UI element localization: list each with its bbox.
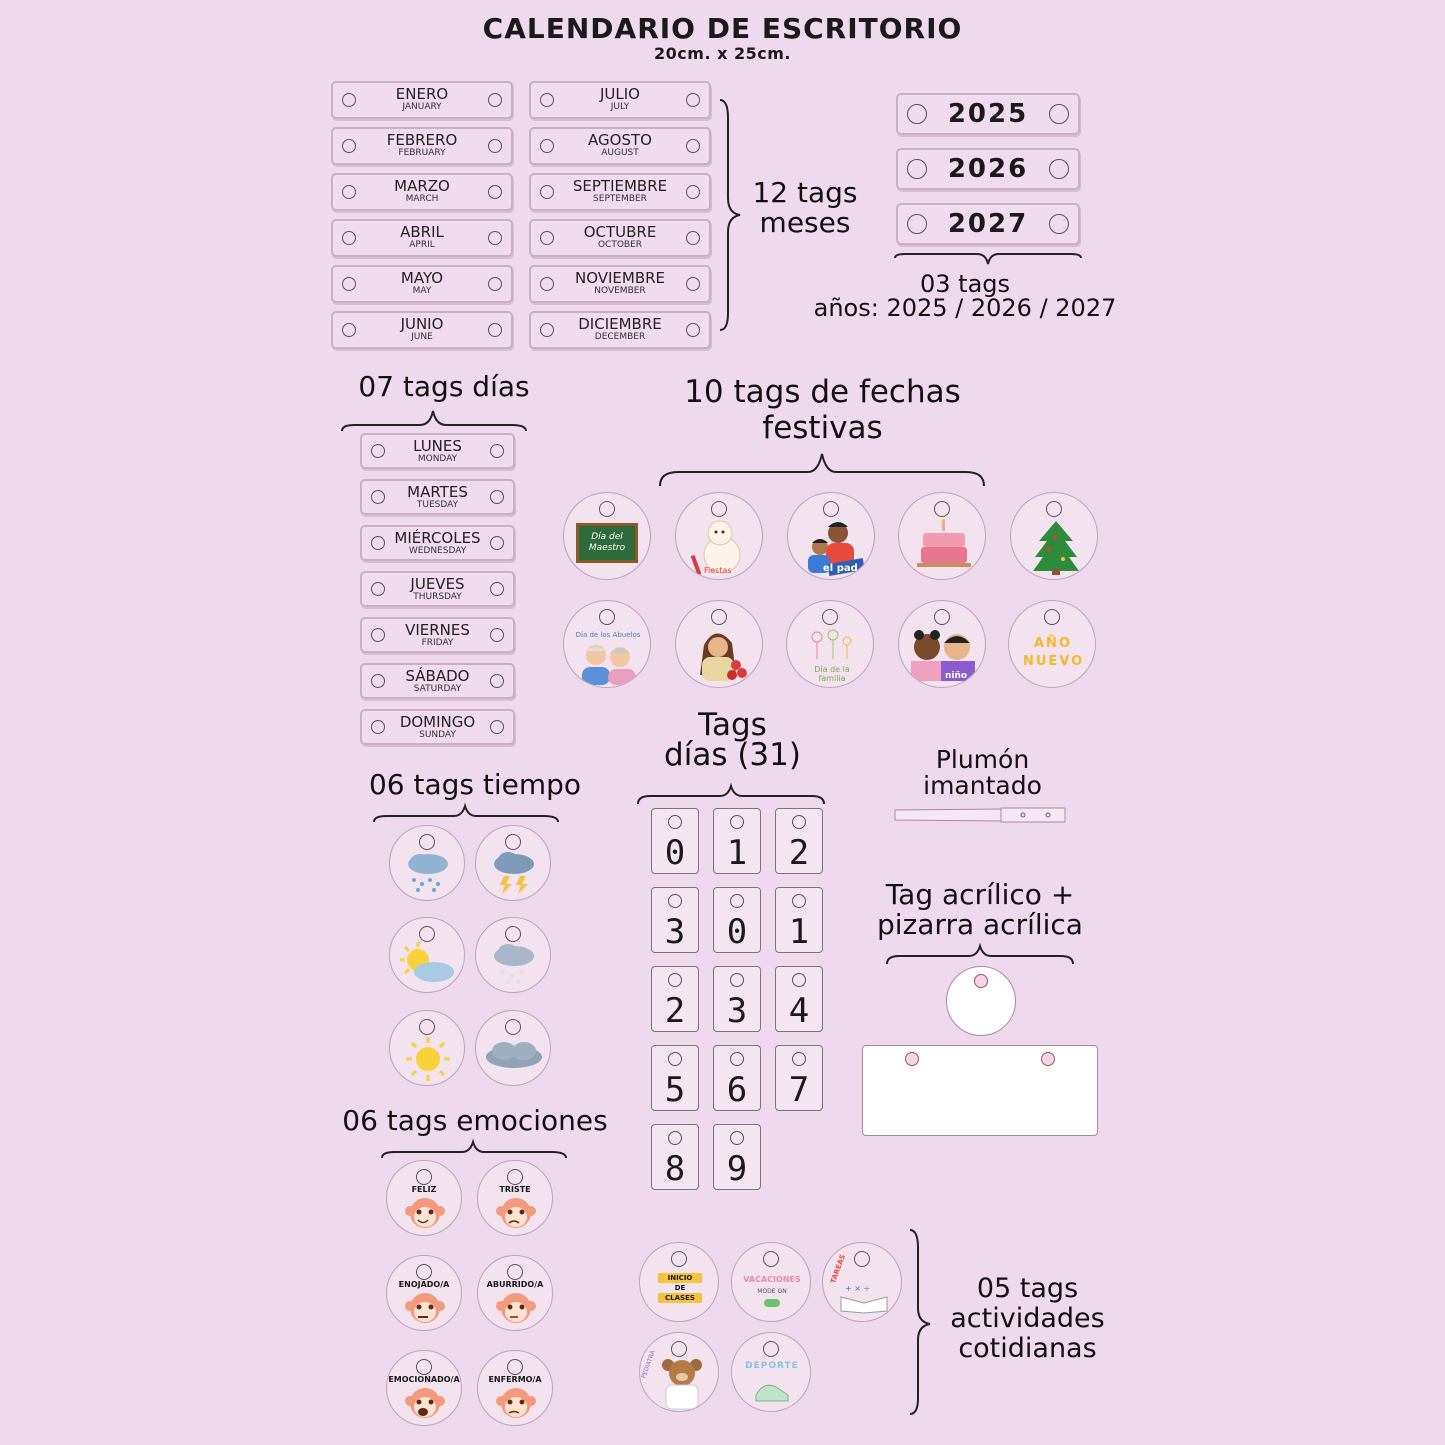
number-label: Tags días (31): [664, 707, 801, 773]
hole-icon: [686, 231, 700, 245]
festive-tag-ano-nuevo: AÑO NUEVO: [1008, 600, 1096, 688]
hole-icon: [490, 444, 504, 458]
weather-brace: [372, 802, 562, 824]
festive-tag-navidad: [1010, 492, 1098, 580]
number-tag: 2: [775, 808, 823, 874]
activity-tag-vacaciones: VACACIONES MODE ON: [731, 1242, 811, 1322]
svg-text:+ × ÷: + × ÷: [845, 1284, 871, 1293]
marker-label: Plumón imantado: [923, 745, 1042, 800]
family-drawing-icon: [805, 627, 859, 667]
hole-icon: [540, 93, 554, 107]
hole-icon: [488, 323, 502, 337]
hole-icon: [792, 973, 806, 987]
hole-icon: [792, 1052, 806, 1066]
hole-icon: [488, 139, 502, 153]
acrylic-whiteboard: [862, 1045, 1098, 1136]
monkey-face-icon: [496, 1385, 536, 1421]
number-brace: [636, 782, 828, 806]
hole-icon: [371, 582, 385, 596]
number-tag: 8: [651, 1124, 699, 1190]
hole-icon: [490, 674, 504, 688]
hole-icon: [371, 720, 385, 734]
hole-icon: [668, 973, 682, 987]
activity-tag-pediatra: PEDIATRA: [639, 1332, 719, 1412]
hole-icon: [540, 231, 554, 245]
festive-tag-cumpleanos: [898, 492, 986, 580]
weekday-tag: MIÉRCOLES WEDNESDAY: [360, 525, 515, 561]
birthday-cake-icon: [917, 519, 971, 573]
snow-cloud-icon: [490, 944, 538, 984]
hole-icon: [907, 214, 927, 234]
hole-icon: [792, 815, 806, 829]
marker-pen-icon: [893, 805, 1068, 825]
hole-icon: [730, 1052, 744, 1066]
hole-icon: [730, 1131, 744, 1145]
monkey-face-icon: [405, 1195, 445, 1231]
weekday-tag: LUNES MONDAY: [360, 433, 515, 469]
emotions-label: 06 tags emociones: [342, 1104, 608, 1137]
cloudy-icon: [484, 1041, 544, 1071]
hole-icon: [540, 323, 554, 337]
hole-icon: [371, 674, 385, 688]
festive-brace: [658, 450, 988, 490]
hole-icon: [342, 185, 356, 199]
hole-icon: [792, 894, 806, 908]
month-tag: ENERO JANUARY: [331, 81, 513, 119]
hole-icon: [342, 93, 356, 107]
festive-tag-dia-de-los-abuelos: Día de los Abuelos: [563, 600, 651, 688]
hole-icon: [490, 490, 504, 504]
number-tag: 5: [651, 1045, 699, 1111]
hole-icon: [488, 185, 502, 199]
month-tag: NOVIEMBRE NOVEMBER: [529, 265, 711, 303]
activity-tag-inicio-de-clases: INICIO DE CLASES: [639, 1242, 719, 1322]
sneaker-icon: [754, 1377, 790, 1405]
hole-icon: [686, 185, 700, 199]
month-tag: DICIEMBRE DECEMBER: [529, 311, 711, 349]
hole-icon: [490, 720, 504, 734]
emotion-tag: ABURRIDO/A: [477, 1255, 553, 1331]
homework-book-icon: [839, 1277, 889, 1313]
activities-label: 05 tags actividades cotidianas: [950, 1273, 1105, 1364]
hole-icon: [668, 1052, 682, 1066]
number-tag: 3: [713, 966, 761, 1032]
month-tag: JUNIO JUNE: [331, 311, 513, 349]
emotion-tag: EMOCIONADO/A: [386, 1350, 462, 1426]
hole-icon: [686, 93, 700, 107]
hole-icon: [540, 139, 554, 153]
activity-tag-deporte: DEPORTE: [731, 1332, 811, 1412]
weather-tag-cloudy: [475, 1010, 551, 1086]
monkey-face-icon: [405, 1385, 445, 1421]
hole-icon: [488, 93, 502, 107]
year-tag: 2026: [896, 148, 1080, 190]
weather-tag-sun-cloud: [389, 917, 465, 993]
hole-icon: [907, 159, 927, 179]
llama-icon: [690, 515, 750, 577]
children-icon: [905, 629, 981, 681]
emotion-tag: ENFERMO/A: [477, 1350, 553, 1426]
monkey-face-icon: [496, 1195, 536, 1231]
page-title: CALENDARIO DE ESCRITORIO: [482, 12, 963, 45]
number-tag: 3: [651, 887, 699, 953]
weekday-tag: DOMINGO SUNDAY: [360, 709, 515, 745]
acrylic-brace: [885, 944, 1077, 966]
page-subtitle: 20cm. x 25cm.: [654, 44, 791, 63]
hole-icon: [540, 185, 554, 199]
festive-label: 10 tags de fechas festivas: [684, 374, 961, 446]
hole-icon: [371, 490, 385, 504]
svg-text:Fiestas: Fiestas: [704, 566, 732, 575]
number-tag: 9: [713, 1124, 761, 1190]
activity-tag-tareas: TAREAS + × ÷: [822, 1242, 902, 1322]
hole-icon: [490, 536, 504, 550]
hole-icon: [540, 277, 554, 291]
hole-icon: [371, 628, 385, 642]
emotion-tag: ENOJADO/A: [386, 1255, 462, 1331]
hole-icon: [686, 139, 700, 153]
month-tag: SEPTIEMBRE SEPTEMBER: [529, 173, 711, 211]
month-tag: FEBRERO FEBRUARY: [331, 127, 513, 165]
years-label: 03 tags años: 2025 / 2026 / 2027: [813, 270, 1117, 322]
year-tag: 2025: [896, 93, 1080, 135]
weather-label: 06 tags tiempo: [368, 768, 582, 801]
hole-icon: [668, 1131, 682, 1145]
month-tag: AGOSTO AUGUST: [529, 127, 711, 165]
hole-icon: [730, 815, 744, 829]
weekday-tag: JUEVES THURSDAY: [360, 571, 515, 607]
festive-tag-dia-de-la-madre: [675, 600, 763, 688]
hole-icon: [488, 231, 502, 245]
hole-icon: [342, 277, 356, 291]
number-tag: 4: [775, 966, 823, 1032]
acrylic-label: Tag acrílico + pizarra acrílica: [877, 878, 1083, 941]
number-tag: 2: [651, 966, 699, 1032]
christmas-tree-icon: [1033, 519, 1079, 575]
sun-icon: [406, 1037, 450, 1081]
weekday-tag: VIERNES FRIDAY: [360, 617, 515, 653]
hole-icon: [371, 444, 385, 458]
number-tag: 1: [775, 887, 823, 953]
teddy-doctor-icon: [660, 1357, 704, 1409]
festive-tag-dia-del-nino: niño: [898, 600, 986, 688]
grandparents-icon: [578, 641, 640, 685]
weekday-tag: MARTES TUESDAY: [360, 479, 515, 515]
month-tag: JULIO JULY: [529, 81, 711, 119]
hole-icon: [668, 894, 682, 908]
hole-icon: [1049, 214, 1069, 234]
hole-icon: [371, 536, 385, 550]
emotion-tag: TRISTE: [477, 1160, 553, 1236]
hole-icon: [686, 277, 700, 291]
monkey-face-icon: [405, 1290, 445, 1326]
hole-icon: [730, 973, 744, 987]
number-tag: 7: [775, 1045, 823, 1111]
weather-tag-rain: [389, 825, 465, 901]
hole-icon: [730, 894, 744, 908]
hole-icon: [686, 323, 700, 337]
acrylic-round-tag: [946, 966, 1016, 1036]
festive-tag-dia-del-padre: el pad: [787, 492, 875, 580]
number-tag: 0: [651, 808, 699, 874]
rain-cloud-icon: [404, 852, 452, 892]
hole-icon: [907, 104, 927, 124]
year-tag: 2027: [896, 203, 1080, 245]
hole-icon: [668, 815, 682, 829]
hole-icon: [342, 139, 356, 153]
weather-tag-snow: [475, 917, 551, 993]
emotions-brace: [380, 1138, 570, 1160]
emotion-tag: FELIZ: [386, 1160, 462, 1236]
hole-icon: [1049, 159, 1069, 179]
sun-cloud-icon: [400, 942, 456, 986]
hole-icon: [488, 277, 502, 291]
number-tag: 0: [713, 887, 761, 953]
festive-tag-llama: [675, 492, 763, 580]
weekday-tag: SÁBADO SATURDAY: [360, 663, 515, 699]
storm-cloud-icon: [490, 852, 538, 892]
month-tag: OCTUBRE OCTOBER: [529, 219, 711, 257]
hole-icon: [490, 582, 504, 596]
festive-tag-dia-de-la-familia: Día de la familia: [786, 600, 874, 688]
number-tag: 6: [713, 1045, 761, 1111]
hole-icon: [342, 231, 356, 245]
month-tag: MAYO MAY: [331, 265, 513, 303]
chalkboard-icon: Día del Maestro: [576, 523, 638, 563]
weather-tag-storm: [475, 825, 551, 901]
years-brace: [893, 248, 1083, 270]
festive-tag-dia-del-maestro: [563, 492, 651, 580]
monkey-face-icon: [496, 1290, 536, 1326]
months-label: 12 tags meses: [752, 176, 858, 239]
days-brace: [340, 405, 530, 433]
hole-icon: [342, 323, 356, 337]
mother-flowers-icon: [686, 625, 756, 687]
hole-icon: [490, 628, 504, 642]
month-tag: ABRIL APRIL: [331, 219, 513, 257]
toggle-on-icon: [764, 1299, 780, 1307]
month-tag: MARZO MARCH: [331, 173, 513, 211]
number-tag: 1: [713, 808, 761, 874]
weather-tag-sun: [389, 1010, 465, 1086]
hole-icon: [1049, 104, 1069, 124]
days-label: 07 tags días: [358, 370, 530, 403]
